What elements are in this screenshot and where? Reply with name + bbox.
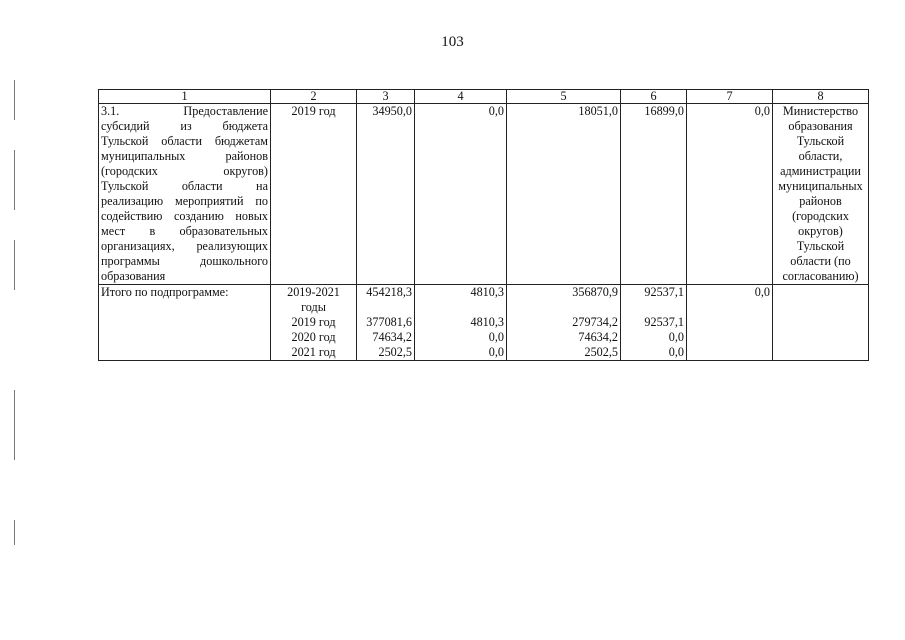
period-line: 2019 год xyxy=(291,315,336,329)
period-cell: 2019 год xyxy=(271,104,357,285)
value-line xyxy=(689,315,770,330)
budget-table xyxy=(98,89,869,361)
executor-line: Тульской xyxy=(796,134,845,148)
executor-line: образования xyxy=(788,119,853,133)
executor-line: области (по xyxy=(790,254,851,268)
description-line: программы дошкольного xyxy=(101,254,268,268)
value-line: 279734,2 xyxy=(572,315,618,329)
column-header: 3 xyxy=(357,90,415,104)
description-line: Тульской области на xyxy=(101,179,268,193)
total-label: Итого по подпрограмме: xyxy=(99,285,271,361)
scan-mark xyxy=(14,240,15,290)
column-header: 7 xyxy=(687,90,773,104)
scan-mark xyxy=(14,390,15,460)
value-line: 454218,3 xyxy=(366,285,412,299)
executor-line: Министерство xyxy=(782,104,859,118)
value-cell: 0,0 xyxy=(415,104,507,285)
value-line xyxy=(689,330,770,345)
value-line xyxy=(689,300,770,315)
value-line: 0,0 xyxy=(488,330,504,344)
executor-cell xyxy=(773,104,869,285)
value-line: 0,0 xyxy=(668,330,684,344)
executor-cell xyxy=(773,285,869,361)
description-line: Предоставление xyxy=(183,104,268,118)
value-cell xyxy=(357,285,415,361)
value-line xyxy=(509,300,618,315)
period-line: 2021 год xyxy=(291,345,336,359)
column-header: 5 xyxy=(507,90,621,104)
value-line: 356870,9 xyxy=(572,285,618,299)
description-line: Тульской области бюджетам xyxy=(101,134,268,148)
executor-line: области, xyxy=(798,149,843,163)
value-line: 0,0 xyxy=(754,285,770,299)
value-line: 2502,5 xyxy=(378,345,412,359)
executor-line: муниципальных xyxy=(778,179,863,193)
scan-mark xyxy=(14,80,15,120)
value-cell: 0,0 xyxy=(687,104,773,285)
value-line: 377081,6 xyxy=(366,315,412,329)
scan-mark xyxy=(14,520,15,545)
executor-line: районов xyxy=(799,194,842,208)
executor-line: Тульской xyxy=(796,239,845,253)
value-line: 4810,3 xyxy=(470,315,504,329)
description-line: муниципальных районов xyxy=(101,149,268,163)
column-header: 2 xyxy=(271,90,357,104)
description-line: реализацию мероприятий по xyxy=(101,194,268,208)
column-header: 1 xyxy=(99,90,271,104)
column-header: 4 xyxy=(415,90,507,104)
value-line: 74634,2 xyxy=(578,330,618,344)
column-header: 6 xyxy=(621,90,687,104)
value-line xyxy=(359,300,412,315)
value-line xyxy=(623,300,684,315)
value-line: 74634,2 xyxy=(372,330,412,344)
table-row-total xyxy=(99,285,869,361)
value-cell xyxy=(687,285,773,361)
description-line: субсидий из бюджета xyxy=(101,119,268,133)
value-line: 2502,5 xyxy=(584,345,618,359)
page-number: 103 xyxy=(441,34,464,50)
period-cell xyxy=(271,285,357,361)
value-line: 92537,1 xyxy=(644,285,684,299)
column-header: 8 xyxy=(773,90,869,104)
period-line: 2020 год xyxy=(291,330,336,344)
value-cell xyxy=(415,285,507,361)
value-cell xyxy=(507,285,621,361)
value-cell: 34950,0 xyxy=(357,104,415,285)
value-cell xyxy=(621,285,687,361)
period-line: 2019-2021 xyxy=(287,285,340,299)
period-line: годы xyxy=(301,300,326,314)
value-line xyxy=(689,345,770,360)
value-line: 0,0 xyxy=(668,345,684,359)
description-line: содействию созданию новых xyxy=(101,209,268,223)
value-line: 0,0 xyxy=(488,345,504,359)
table-row xyxy=(99,104,869,285)
measure-code: 3.1. xyxy=(101,104,120,118)
value-cell: 18051,0 xyxy=(507,104,621,285)
value-cell: 16899,0 xyxy=(621,104,687,285)
executor-line: (городских xyxy=(792,209,849,223)
executor-line: администрации xyxy=(780,164,861,178)
executor-line: согласованию) xyxy=(782,269,859,283)
scan-mark xyxy=(14,150,15,210)
executor-line: округов) xyxy=(798,224,843,238)
table-header-row xyxy=(99,90,869,104)
description-line: (городских округов) xyxy=(101,164,268,178)
measure-description xyxy=(99,104,271,285)
value-line: 4810,3 xyxy=(470,285,504,299)
description-line: образования xyxy=(101,269,166,283)
value-line: 92537,1 xyxy=(644,315,684,329)
value-line xyxy=(417,300,504,315)
description-line: мест в образовательных xyxy=(101,224,268,238)
description-line: организациях, реализующих xyxy=(101,239,268,253)
